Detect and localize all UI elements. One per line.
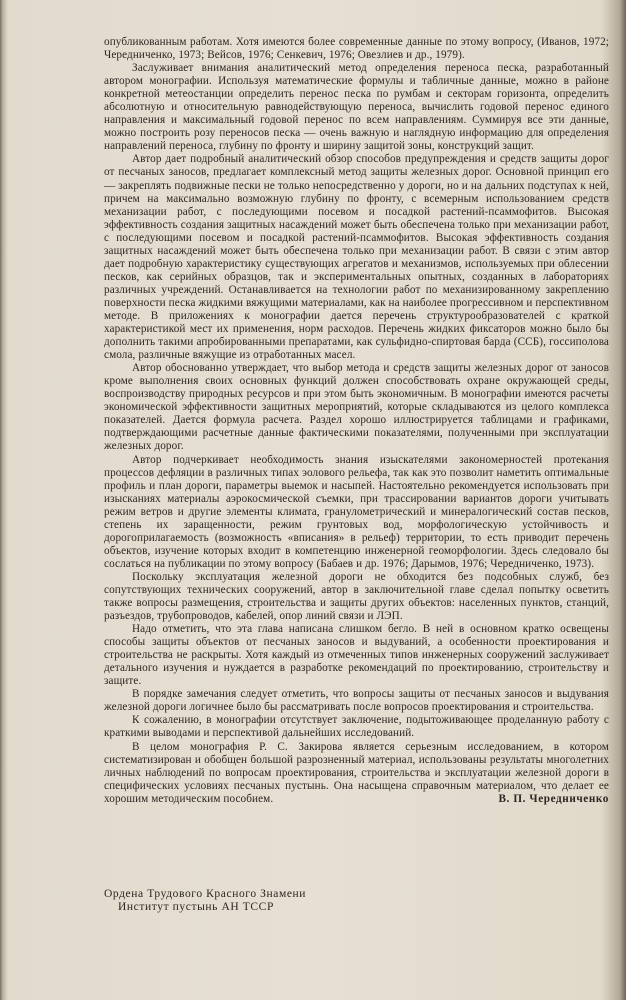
paragraph-chapter-critique: Надо отметить, что эта глава написана слишком бегло. В ней в основном кратко освещены способы защиты объектов от песчаных заносов и выдуваний, а особенности проектирования и строительства не раскрыты. Хотя каждый из отмеченных типов инженерных сооружений заслуживает детального изучения и нуждается в разработке рекомендаций по проектированию, строительству и защите. — [104, 623, 609, 688]
paragraph-sand-transfer-method: Заслуживает внимания аналитический метод определения переноса песка, разработанный автором монографии. Используя математические формулы и табличные данные, можно в районе конкретной метеостанции определить перенос песка по румбам и секторам горизонта, определить абсолютную и относительную равнодействующую переноса, вычислить годовой перенос единого направления и максимальный годовой перенос по всем направлениям. Суммируя все эти данные, можно построить розу переносов песка — очень важную и наглядную информацию для определения направлений переноса, глубину по фронту и ширину защитой зоны, конструкций защит. — [104, 62, 609, 153]
paragraph-economic-efficiency: Автор обоснованно утверждает, что выбор метода и средств защиты железных дорог от заносов кроме выполнения своих основных функций должен способствовать охране окружающей среды, воспроизводству природных ресурсов и при этом быть экономичным. В монографии имеются расчеты экономической эффективности защитных мероприятий, которые складываются из целого комплекса показателей. Дается формула расчета. Раздел хорошо иллюстрируется таблицами и графиками, подтверждающими расчетные данные фактическими показателями, полученными при эксплуатации железных дорог. — [104, 362, 609, 453]
paragraph-protection-overview: Автор дает подробный аналитический обзор способов предупреждения и средств защиты дорог от песчаных заносов, предлагает комплексный метод защиты железных дорог. Основной принцип его — закреплять подвижные пески не только непосредственно у дороги, но и на дальних подступах к ней, причем на максимально возможную глубину по фронту, с всемерным использованием средств механизации работ, с последующими посевом и посадкой растений-псаммофитов. Высокая эффективность создания защитных насаждений может быть обеспечена только при механизации работ, с последующими посевом и посадкой растений-псаммофитов. Высокая эффективность создания защитных насаждений может быть обеспечена только при механизации работ. В связи с этим автор дает подробную характеристику существующих агрегатов и механизмов, используемых при облесении песков, как серийных образцов, так и экспериментальных опытных, созданных в лабораториях различных учреждений. Останавливается на технологии работ по механизированному закреплению поверхности песка жидкими вяжущими материалами, как на наиболее прогрессивном и перспективном методе. В приложениях к монографии дается перечень структурообразователей с краткой характеристикой мест их применения, норм расходов. Перечень жидких фиксаторов можно было бы дополнить такими апробированными препаратами, как сульфидно-спиртовая барда (ССБ), госсиполова смола, различные вяжущие из отработанных масел. — [104, 153, 609, 362]
paragraph-no-conclusion: К сожалению, в монографии отсутствует заключение, подытоживающее проделанную работу с краткими выводами и перспективой дальнейших исследований. — [104, 714, 609, 740]
paragraph-continuation: опубликованным работам. Хотя имеются более современные данные по этому вопросу, (Иванов, 1972; Чередниченко, 1973; Вейсов, 1976; Сенкевич, 1976; Овезлиев и др., 1979). — [104, 36, 609, 62]
paragraph-overall-assessment: В целом монография Р. С. Закирова является серьезным исследованием, в котором систематизирован и обобщен большой разрозненный материал, использованы результаты многолетних личных наблюдений по вопросам проектирования, строительства и эксплуатации железной дороги в специфических условиях песчаных пустынь. Она насыщена справочным материалом, что делает ее хорошим методическим пособием. — [104, 740, 609, 805]
paragraph-auxiliary-objects: Поскольку эксплуатация железной дороги не обходится без подсобных служб, без сопутствующих технических сооружений, автор в заключительной главе сделал попытку осветить также вопросы размещения, строительства и защиты других объектов: населенных пунктов, станций, разъездов, трубопроводов, кабелей, опор линий связи и ЛЭП. — [104, 570, 609, 623]
organization-block — [104, 888, 306, 914]
review-body — [104, 36, 609, 806]
paragraph-deflation-processes: Автор подчеркивает необходимость знания изыскателями закономерностей протекания процессов дефляции в различных типах эолового рельефа, так как это позволит наметить оптимальные профиль и план дороги, параметры выемок и насыпей. Настоятельно рекомендуется использовать при изысканиях материалы аэрокосмической съемки, при трассировании вариантов дороги учитывать режим ветров и другие элементы климата, гранулометрический и минералогический состав песков, степень их заращенности, режим грунтовых вод, морфологическую устойчивость и дорогоприлагаемость (возможность «вписания» в рельеф) территории, то есть приводит перечень объектов, изучение которых входит в компетенцию инженерной геоморфологии. Здесь следовало бы сослаться на публикации по этому вопросу (Бабаев и др. 1976; Дарымов, 1976; Чередниченко, 1973). — [104, 453, 609, 570]
organization-line-2: Институт пустынь АН ТССР — [118, 901, 274, 913]
paragraph-remark: В порядке замечания следует отметить, что вопросы защиты от песчаных заносов и выдувания железной дороги логичнее было бы рассматривать после вопросов проектирования и строительства. — [104, 688, 609, 714]
author-signature: В. П. Чередниченко — [498, 792, 609, 805]
organization-line-1: Ордена Трудового Красного Знамени — [104, 888, 307, 900]
